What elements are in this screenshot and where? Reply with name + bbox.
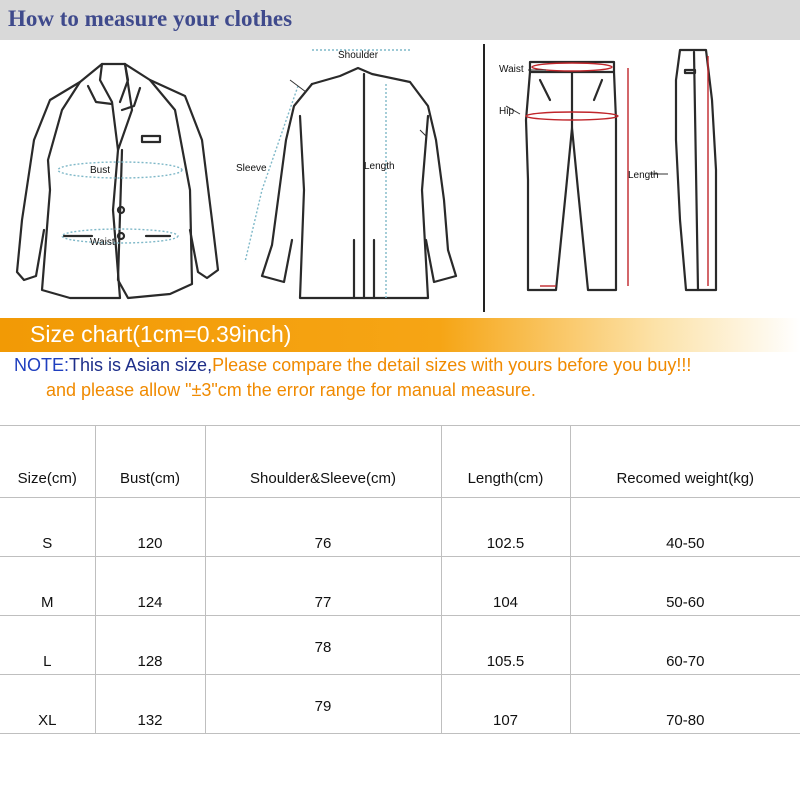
diagram-divider — [483, 44, 485, 312]
cell-shoulder-sleeve — [205, 675, 441, 734]
bust-label: Bust — [90, 165, 111, 176]
cell-shoulder-sleeve — [205, 616, 441, 675]
page-title: How to measure your clothes — [8, 6, 293, 31]
waist-label-jacket: Waist — [90, 237, 115, 248]
size-table — [0, 425, 800, 734]
table-row — [0, 557, 800, 616]
cell-weight: 60-70 — [570, 616, 800, 675]
size-chart-title: Size chart(1cm=0.39inch) — [30, 321, 292, 347]
table-row — [0, 616, 800, 675]
page-header — [0, 0, 800, 40]
cell-shoulder-sleeve-value: 78 — [314, 639, 332, 656]
cell-size: XL — [0, 675, 95, 734]
cell-weight: 40-50 — [570, 498, 800, 557]
cell-weight: 70-80 — [570, 675, 800, 734]
note-line-2: and please allow "±3"cm the error range for manual measure. — [46, 380, 536, 400]
waist-label-pants: Waist — [499, 64, 524, 75]
note-line-1 — [14, 355, 691, 376]
cell-length: 104 — [441, 557, 570, 616]
note-asian-size: This is Asian size, — [69, 355, 213, 375]
shoulder-label: Shoulder — [338, 50, 379, 61]
cell-bust: 128 — [95, 616, 205, 675]
cell-size: L — [0, 616, 95, 675]
header-length: Length(cm) — [441, 426, 570, 498]
pants-front-drawing — [526, 62, 616, 290]
header-shoulder-sleeve: Shoulder&Sleeve(cm) — [205, 426, 441, 498]
cell-bust: 124 — [95, 557, 205, 616]
jacket-front-drawing — [17, 64, 218, 298]
table-row — [0, 675, 800, 734]
header-bust: Bust(cm) — [95, 426, 205, 498]
length-label-jacket: Length — [364, 161, 395, 172]
garment-diagrams — [0, 40, 800, 312]
note-prefix: NOTE: — [14, 355, 70, 375]
header-weight: Recomed weight(kg) — [570, 426, 800, 498]
cell-size: S — [0, 498, 95, 557]
table-row — [0, 498, 800, 557]
cell-length: 105.5 — [441, 616, 570, 675]
length-label-pants: Length — [628, 170, 659, 181]
hip-label: Hip — [499, 106, 515, 117]
cell-weight: 50-60 — [570, 557, 800, 616]
measurement-illustration — [0, 40, 800, 312]
sleeve-label: Sleeve — [236, 163, 267, 174]
cell-bust: 132 — [95, 675, 205, 734]
jacket-back-drawing — [262, 68, 456, 298]
cell-shoulder-sleeve-value: 79 — [314, 698, 332, 715]
size-chart-banner — [0, 318, 800, 352]
cell-bust: 120 — [95, 498, 205, 557]
cell-length: 107 — [441, 675, 570, 734]
cell-size: M — [0, 557, 95, 616]
pants-side-drawing — [676, 50, 716, 290]
cell-length: 102.5 — [441, 498, 570, 557]
cell-shoulder-sleeve: 76 — [205, 498, 441, 557]
table-header-row — [0, 426, 800, 498]
header-size: Size(cm) — [0, 426, 95, 498]
note-compare: Please compare the detail sizes with yours before you buy!!! — [212, 355, 692, 375]
cell-shoulder-sleeve: 77 — [205, 557, 441, 616]
